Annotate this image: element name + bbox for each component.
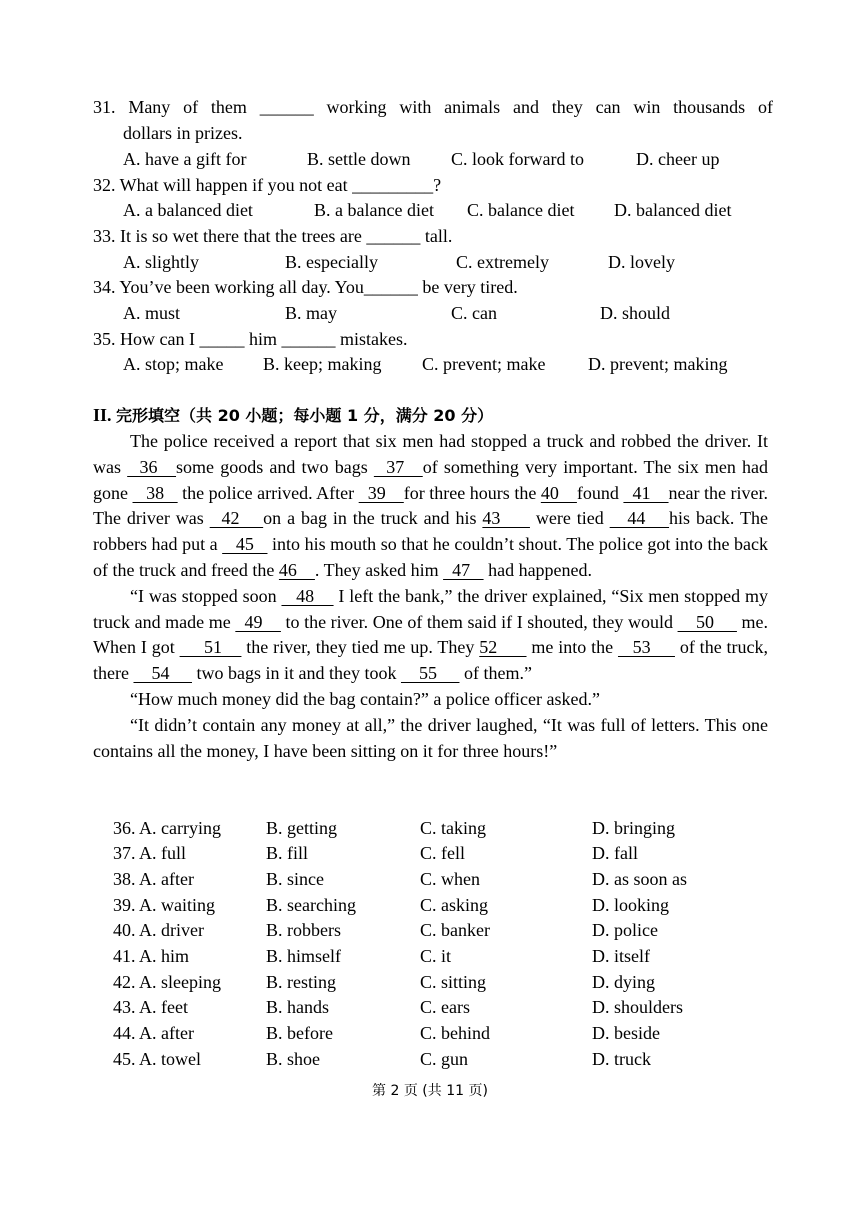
option-d: D. fall bbox=[592, 843, 638, 863]
option-c: C. fell bbox=[420, 843, 465, 863]
blank-36: 36 bbox=[127, 456, 177, 477]
option-c: C. gun bbox=[420, 1049, 469, 1069]
question-34-option-c: C. can bbox=[451, 303, 497, 323]
option-c: C. ears bbox=[420, 997, 470, 1017]
option-row-36 bbox=[113, 815, 773, 841]
question-34-option-b: B. may bbox=[285, 303, 337, 323]
blank-45: 45 bbox=[222, 534, 268, 555]
option-c: C. banker bbox=[420, 920, 490, 940]
passage-text: me into the bbox=[526, 637, 618, 658]
passage-text: his back. The robbers had put a bbox=[93, 508, 768, 555]
option-b: B. resting bbox=[266, 972, 336, 992]
blank-47: 47 bbox=[443, 559, 484, 580]
question-31-option-a: A. have a gift for bbox=[123, 149, 247, 169]
option-d: D. as soon as bbox=[592, 869, 687, 889]
option-d: D. itself bbox=[592, 946, 650, 966]
question-31-option-b: B. settle down bbox=[307, 149, 411, 169]
blank-48: 48 bbox=[281, 585, 334, 606]
page-footer: 第 2 页 (共 11 页) bbox=[372, 1083, 488, 1099]
blank-37: 37 bbox=[373, 456, 423, 477]
question-31-option-c: C. look forward to bbox=[451, 149, 584, 169]
option-row-42 bbox=[113, 969, 773, 995]
option-b: B. hands bbox=[266, 997, 329, 1017]
blank-40: 40 bbox=[540, 482, 577, 503]
question-34-option-d: D. should bbox=[600, 303, 671, 323]
section-title: 完形填空（共 20 小题；每小题 1 分，满分 20 分） bbox=[116, 406, 494, 425]
option-b: B. searching bbox=[266, 895, 356, 915]
blank-55: 55 bbox=[400, 663, 460, 684]
passage-text: the police arrived. After bbox=[177, 482, 359, 503]
option-a: 37. A. full bbox=[113, 843, 187, 863]
option-a: 38. A. after bbox=[113, 869, 194, 889]
question-31-stem-cont: dollars in prizes. bbox=[123, 123, 243, 143]
question-33-stem: 33. It is so wet there that the trees are ______ tall. bbox=[93, 226, 453, 246]
question-33-option-a: A. slightly bbox=[123, 252, 200, 272]
passage-text: two bags in it and they took bbox=[191, 663, 401, 684]
question-34-stem: 34. You’ve been working all day. You______ be very tired. bbox=[93, 277, 518, 297]
passage-text: on a bag in the truck and his bbox=[263, 508, 483, 529]
question-33-option-c: C. extremely bbox=[456, 252, 549, 272]
blank-39: 39 bbox=[358, 482, 404, 503]
passage-paragraph-4: “It didn’t contain any money at all,” the driver laughed, “It was full of letters. This one contains all the money, I have been sitting on it for three hours!” bbox=[93, 714, 768, 761]
option-d: D. dying bbox=[592, 972, 655, 992]
option-row-38 bbox=[113, 866, 773, 892]
cloze-passage bbox=[93, 429, 768, 764]
blank-53: 53 bbox=[617, 637, 675, 658]
option-a: 41. A. him bbox=[113, 946, 190, 966]
option-a: 42. A. sleeping bbox=[113, 972, 221, 992]
blank-38: 38 bbox=[132, 482, 178, 503]
option-row-39 bbox=[113, 892, 773, 918]
passage-text: near the river. The driver was bbox=[93, 482, 769, 529]
blank-52: 52 bbox=[479, 637, 527, 658]
option-a: 45. A. towel bbox=[113, 1049, 201, 1069]
passage-text: to the river. One of them said if I shouted, they would bbox=[280, 611, 678, 632]
question-31-option-d: D. cheer up bbox=[636, 149, 720, 169]
question-32-stem: 32. What will happen if you not eat _________? bbox=[93, 175, 442, 195]
question-35-option-a: A. stop; make bbox=[123, 354, 224, 374]
passage-text: I left the bank,” the driver explained, “Six men stopped my truck and made me bbox=[93, 585, 769, 632]
passage-text: of something very important. The six men had gone bbox=[93, 456, 769, 503]
option-row-44 bbox=[113, 1020, 773, 1046]
option-c: C. when bbox=[420, 869, 480, 889]
option-row-37 bbox=[113, 840, 773, 866]
option-a: 40. A. driver bbox=[113, 920, 204, 940]
passage-text: me. When I got bbox=[93, 611, 769, 658]
option-c: C. sitting bbox=[420, 972, 487, 992]
question-33-option-d: D. lovely bbox=[608, 252, 675, 272]
question-35-stem: 35. How can I _____ him ______ mistakes. bbox=[93, 329, 408, 349]
blank-43: 43 bbox=[482, 508, 530, 529]
option-b: B. before bbox=[266, 1023, 333, 1043]
option-a: 39. A. waiting bbox=[113, 895, 215, 915]
question-31-stem: 31. Many of them ______ working with animals and they can win thousands of bbox=[93, 97, 773, 117]
passage-text: were tied bbox=[529, 508, 610, 529]
option-b: B. himself bbox=[266, 946, 341, 966]
option-b: B. getting bbox=[266, 818, 337, 838]
option-a: 36. A. carrying bbox=[113, 818, 221, 838]
section-number: II. bbox=[93, 405, 112, 425]
passage-text: . They asked him bbox=[314, 559, 444, 580]
question-35-option-d: D. prevent; making bbox=[588, 354, 728, 374]
section-heading bbox=[93, 402, 493, 429]
question-35-option-b: B. keep; making bbox=[263, 354, 382, 374]
option-d: D. police bbox=[592, 920, 658, 940]
option-b: B. fill bbox=[266, 843, 309, 863]
option-row-43 bbox=[113, 994, 773, 1020]
passage-paragraph-3: “How much money did the bag contain?” a police officer asked.” bbox=[130, 688, 600, 709]
blank-51: 51 bbox=[179, 637, 242, 658]
question-34-option-a: A. must bbox=[123, 303, 181, 323]
option-row-40 bbox=[113, 917, 773, 943]
passage-text: for three hours the bbox=[403, 482, 541, 503]
question-32-option-d: D. balanced diet bbox=[614, 200, 732, 220]
option-d: D. looking bbox=[592, 895, 670, 915]
blank-42: 42 bbox=[209, 508, 264, 529]
option-a: 43. A. feet bbox=[113, 997, 188, 1017]
option-a: 44. A. after bbox=[113, 1023, 194, 1043]
passage-text: some goods and two bags bbox=[176, 456, 374, 477]
blank-54: 54 bbox=[133, 663, 192, 684]
passage-text: The police received a report that six men had stopped a truck and robbed the driver. It was bbox=[93, 431, 768, 477]
blank-49: 49 bbox=[235, 611, 281, 632]
option-c: C. behind bbox=[420, 1023, 490, 1043]
option-c: C. it bbox=[420, 946, 452, 966]
option-d: D. truck bbox=[592, 1049, 651, 1069]
option-d: D. bringing bbox=[592, 818, 675, 838]
option-row-45 bbox=[113, 1046, 773, 1072]
passage-text: of the truck, there bbox=[93, 637, 769, 684]
passage-text: the river, they tied me up. They bbox=[241, 637, 480, 658]
passage-paragraph-1 bbox=[93, 429, 768, 584]
question-32-option-c: C. balance diet bbox=[467, 200, 575, 220]
option-d: D. shoulders bbox=[592, 997, 683, 1017]
passage-text: of them.” bbox=[459, 663, 532, 684]
passage-paragraph-2 bbox=[93, 584, 768, 687]
blank-46: 46 bbox=[278, 559, 315, 580]
passage-text: into his mouth so that he couldn’t shout. The police got into the back of the truck and freed the bbox=[93, 534, 768, 580]
option-d: D. beside bbox=[592, 1023, 660, 1043]
option-b: B. since bbox=[266, 869, 324, 889]
question-35-option-c: C. prevent; make bbox=[422, 354, 546, 374]
question-33-option-b: B. especially bbox=[285, 252, 378, 272]
passage-text: found bbox=[576, 482, 624, 503]
option-c: C. taking bbox=[420, 818, 486, 838]
question-32-option-b: B. a balance diet bbox=[314, 200, 434, 220]
option-b: B. robbers bbox=[266, 920, 341, 940]
option-c: C. asking bbox=[420, 895, 489, 915]
passage-text: had happened. bbox=[483, 559, 593, 580]
passage-text: “I was stopped soon bbox=[130, 585, 282, 606]
blank-50: 50 bbox=[677, 611, 737, 632]
blank-44: 44 bbox=[609, 508, 670, 529]
question-32-option-a: A. a balanced diet bbox=[123, 200, 253, 220]
option-row-41 bbox=[113, 943, 773, 969]
blank-41: 41 bbox=[623, 482, 669, 503]
option-b: B. shoe bbox=[266, 1049, 320, 1069]
